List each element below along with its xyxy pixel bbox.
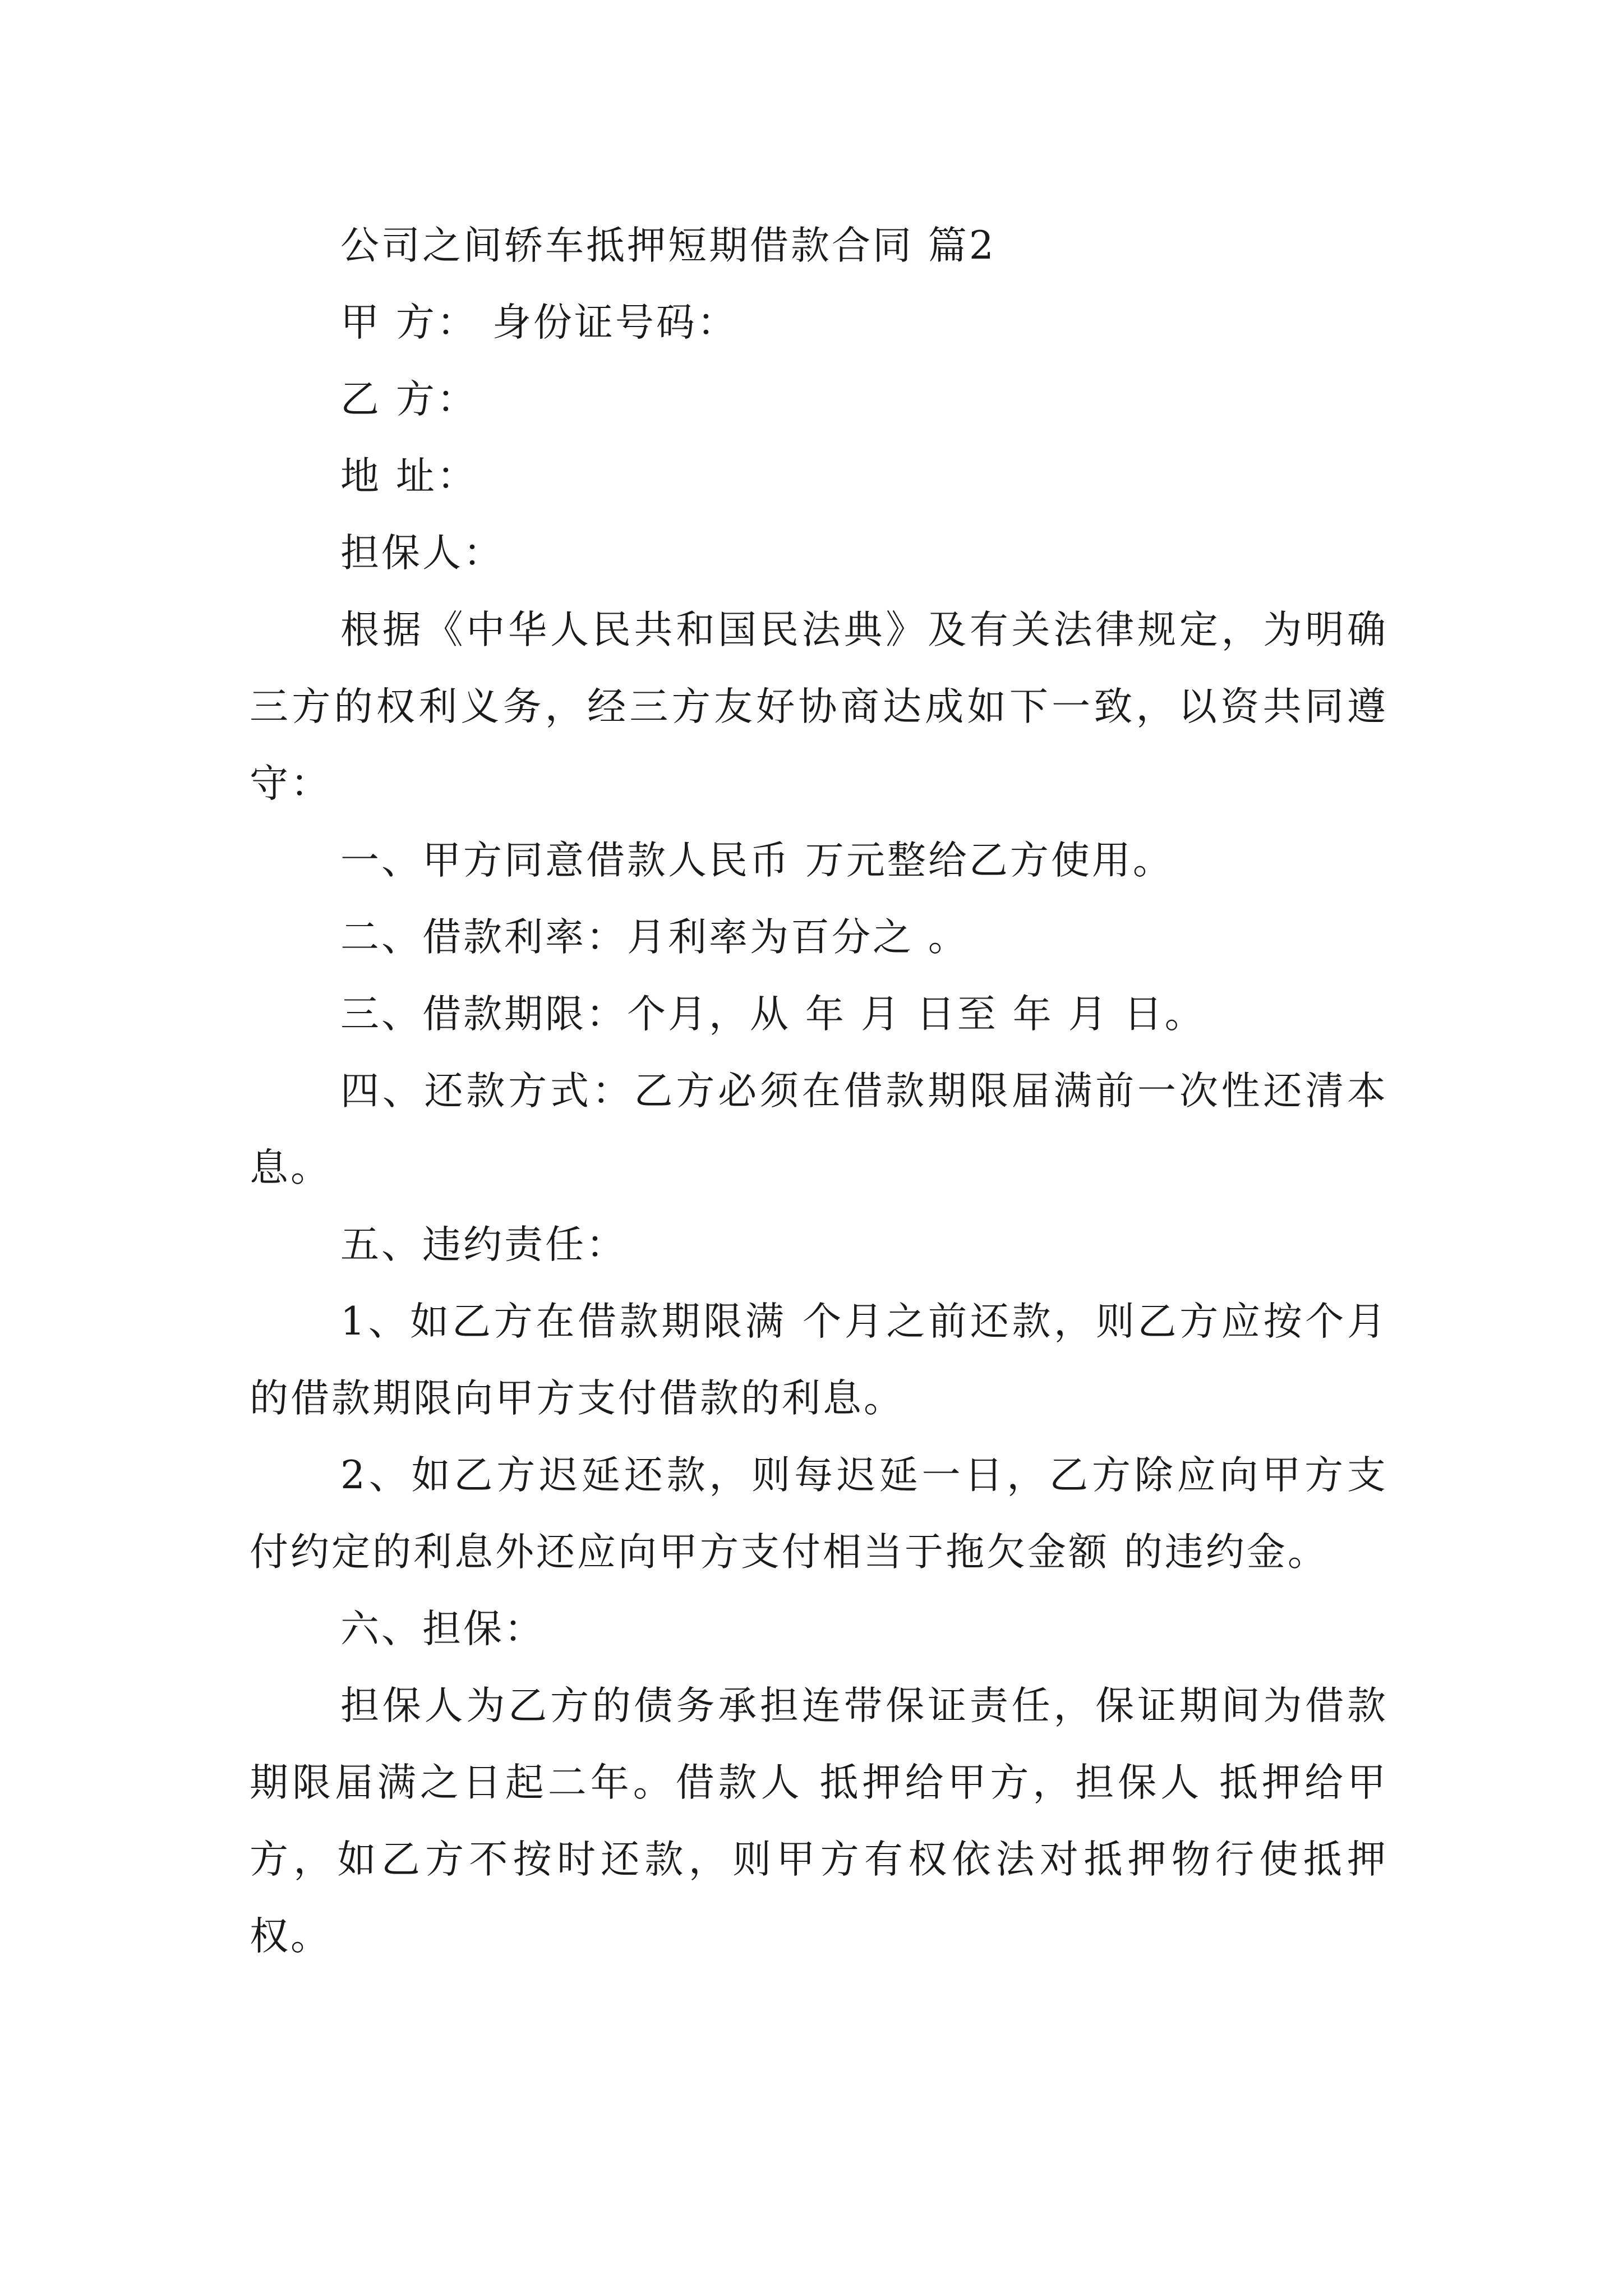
clause-guarantee-body: 担保人为乙方的债务承担连带保证责任，保证期间为借款期限届满之日起二年。借款人 抵押给甲方，担保人 抵押给甲方，如乙方不按时还款，则甲方有权依法对抵押物行使抵押权。 xyxy=(250,1683,1388,1959)
preamble-paragraph: 根据《中华人民共和国民法典》及有关法律规定，为明确三方的权利义务，经三方友好协商达成如下一致，以资共同遵守： xyxy=(250,608,1388,806)
clause-breach-heading: 五、违约责任： xyxy=(340,1222,627,1267)
contract-body xyxy=(250,208,1388,1975)
party-b-line: 乙 方： xyxy=(340,377,478,422)
clause-interest-rate: 二、借款利率：月利率为百分之 。 xyxy=(340,915,969,960)
party-a-line: 甲 方： 身份证号码： xyxy=(340,300,738,345)
address-line: 地 址： xyxy=(340,454,478,499)
clause-guarantee-heading: 六、担保： xyxy=(340,1607,545,1651)
guarantor-line: 担保人： xyxy=(340,531,504,576)
contract-title: 公司之间轿车抵押短期借款合同 篇2 xyxy=(340,223,996,268)
clause-breach-item-1: 1、如乙方在借款期限满 个月之前还款，则乙方应按个月的借款期限向甲方支付借款的利息。 xyxy=(250,1299,1388,1421)
clause-loan-term: 三、借款期限：个月，从 年 月 日至 年 月 日。 xyxy=(340,992,1206,1037)
clause-loan-amount: 一、甲方同意借款人民币 万元整给乙方使用。 xyxy=(340,838,1174,883)
clause-breach-item-2: 2、如乙方迟延还款，则每迟延一日，乙方除应向甲方支付约定的利息外还应向甲方支付相当于拖欠金额 的违约金。 xyxy=(250,1453,1388,1575)
clause-repayment: 四、还款方式：乙方必须在借款期限届满前一次性还清本息。 xyxy=(250,1069,1388,1190)
